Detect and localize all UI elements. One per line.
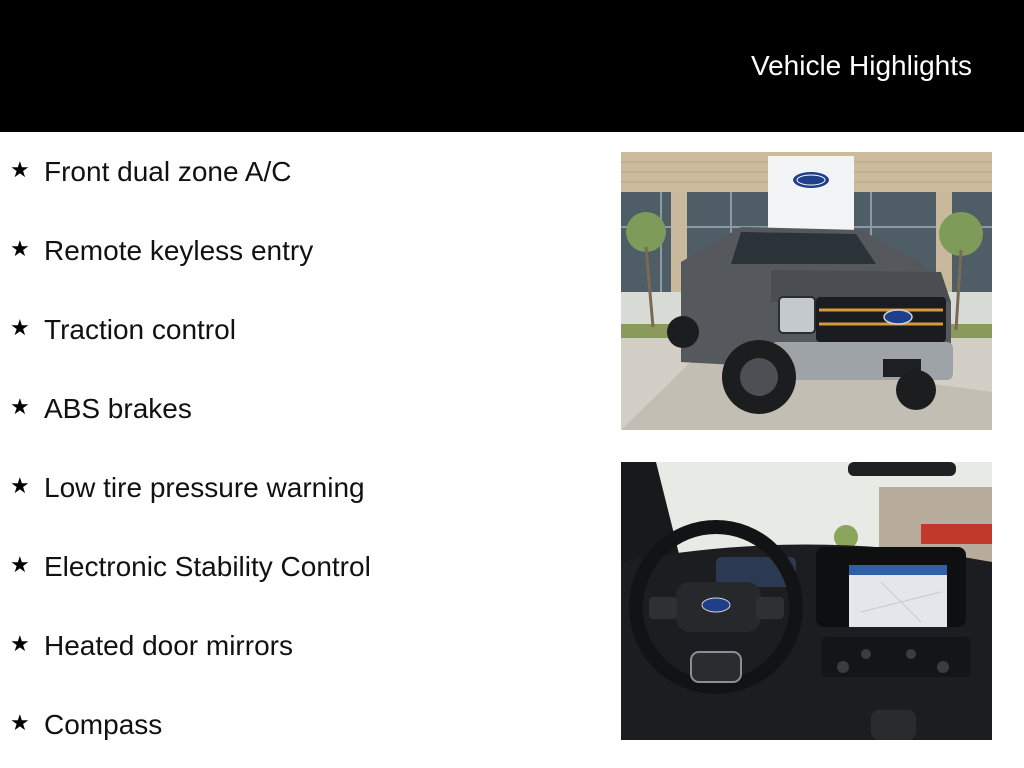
header-bar <box>0 0 1024 132</box>
feature-label: ABS brakes <box>44 393 192 424</box>
feature-list <box>10 153 570 768</box>
feature-label: Traction control <box>44 314 236 345</box>
feature-label: Remote keyless entry <box>44 235 314 266</box>
feature-label: Front dual zone A/C <box>44 156 292 187</box>
star-icon: ★ <box>10 316 30 341</box>
feature-item <box>10 706 570 768</box>
star-icon: ★ <box>10 158 30 183</box>
dashboard-interior-photo <box>621 462 992 740</box>
page-title: Vehicle Highlights <box>750 50 972 81</box>
star-icon: ★ <box>10 553 30 578</box>
star-icon: ★ <box>10 474 30 499</box>
truck-exterior-photo <box>621 152 992 430</box>
star-icon: ★ <box>10 711 30 736</box>
feature-label: Low tire pressure warning <box>44 472 365 503</box>
feature-label: Electronic Stability Control <box>44 551 371 582</box>
feature-item <box>10 153 570 232</box>
feature-item <box>10 311 570 390</box>
feature-item <box>10 232 570 311</box>
star-icon: ★ <box>10 632 30 657</box>
feature-label: Heated door mirrors <box>44 630 293 661</box>
feature-label: Compass <box>44 709 163 740</box>
feature-item <box>10 390 570 469</box>
star-icon: ★ <box>10 237 30 262</box>
star-icon: ★ <box>10 395 30 420</box>
feature-item <box>10 548 570 627</box>
feature-item <box>10 469 570 548</box>
feature-item <box>10 627 570 706</box>
